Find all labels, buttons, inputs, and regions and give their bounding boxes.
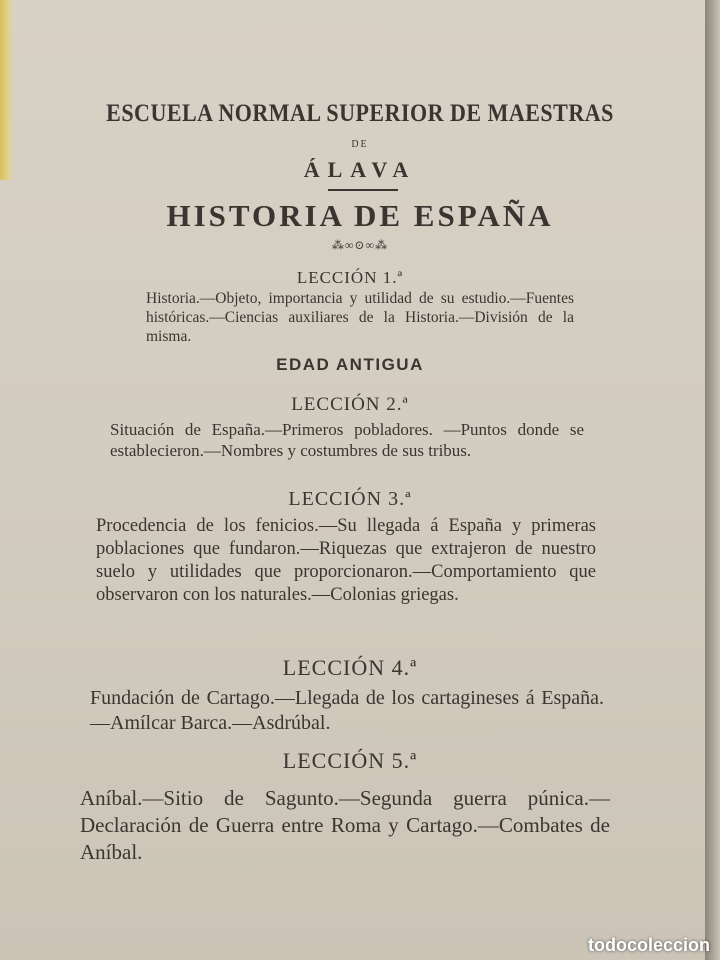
province-name: ÁLAVA bbox=[303, 157, 417, 182]
lesson-heading: LECCIÓN 2.ª bbox=[291, 394, 409, 415]
lesson-heading: LECCIÓN 4.ª bbox=[282, 655, 418, 680]
page-title: HISTORIA DE ESPAÑA bbox=[166, 198, 554, 233]
lesson-heading: LECCIÓN 1.ª bbox=[296, 268, 404, 287]
lesson-text: Fundación de Cartago.—Llegada de los cartagineses á España.—Amílcar Barca.—Asdrúbal. bbox=[90, 687, 604, 734]
watermark-logo: todocoleccion bbox=[587, 935, 710, 955]
page-edge-stain bbox=[0, 0, 14, 180]
lesson-text: Procedencia de los fenicios.—Su llegada á España y primeras poblaciones que fundaron.—Riquezas que extrajeron de nuestro suelo y utilidades que proporcionaron.—Comportamiento que observaron con los naturales.—Colonias griegas. bbox=[96, 516, 596, 605]
lesson-heading: LECCIÓN 3.ª bbox=[288, 488, 412, 510]
lesson-heading: LECCIÓN 5.ª bbox=[282, 748, 418, 773]
lesson-text: Historia.—Objeto, importancia y utilidad de su estudio.—Fuentes históricas.—Ciencias auxiliares de la Historia.—División de la misma. bbox=[146, 290, 574, 345]
lesson-text: Aníbal.—Sitio de Sagunto.—Segunda guerra púnica.—Declaración de Guerra entre Roma y Cartago.—Combates de Aníbal. bbox=[80, 786, 610, 864]
header-divider bbox=[328, 189, 398, 191]
ornament-divider: ⁂∞⊙∞⁂ bbox=[331, 238, 389, 252]
lesson-text: Situación de España.—Primeros pobladores. —Puntos donde se establecieron.—Nombres y costumbres de sus tribus. bbox=[110, 420, 584, 460]
school-name: ESCUELA NORMAL SUPERIOR DE MAESTRAS bbox=[106, 98, 614, 127]
school-connector: DE bbox=[351, 139, 369, 150]
page-shadow-edge bbox=[705, 0, 720, 960]
era-heading: EDAD ANTIGUA bbox=[276, 355, 424, 374]
